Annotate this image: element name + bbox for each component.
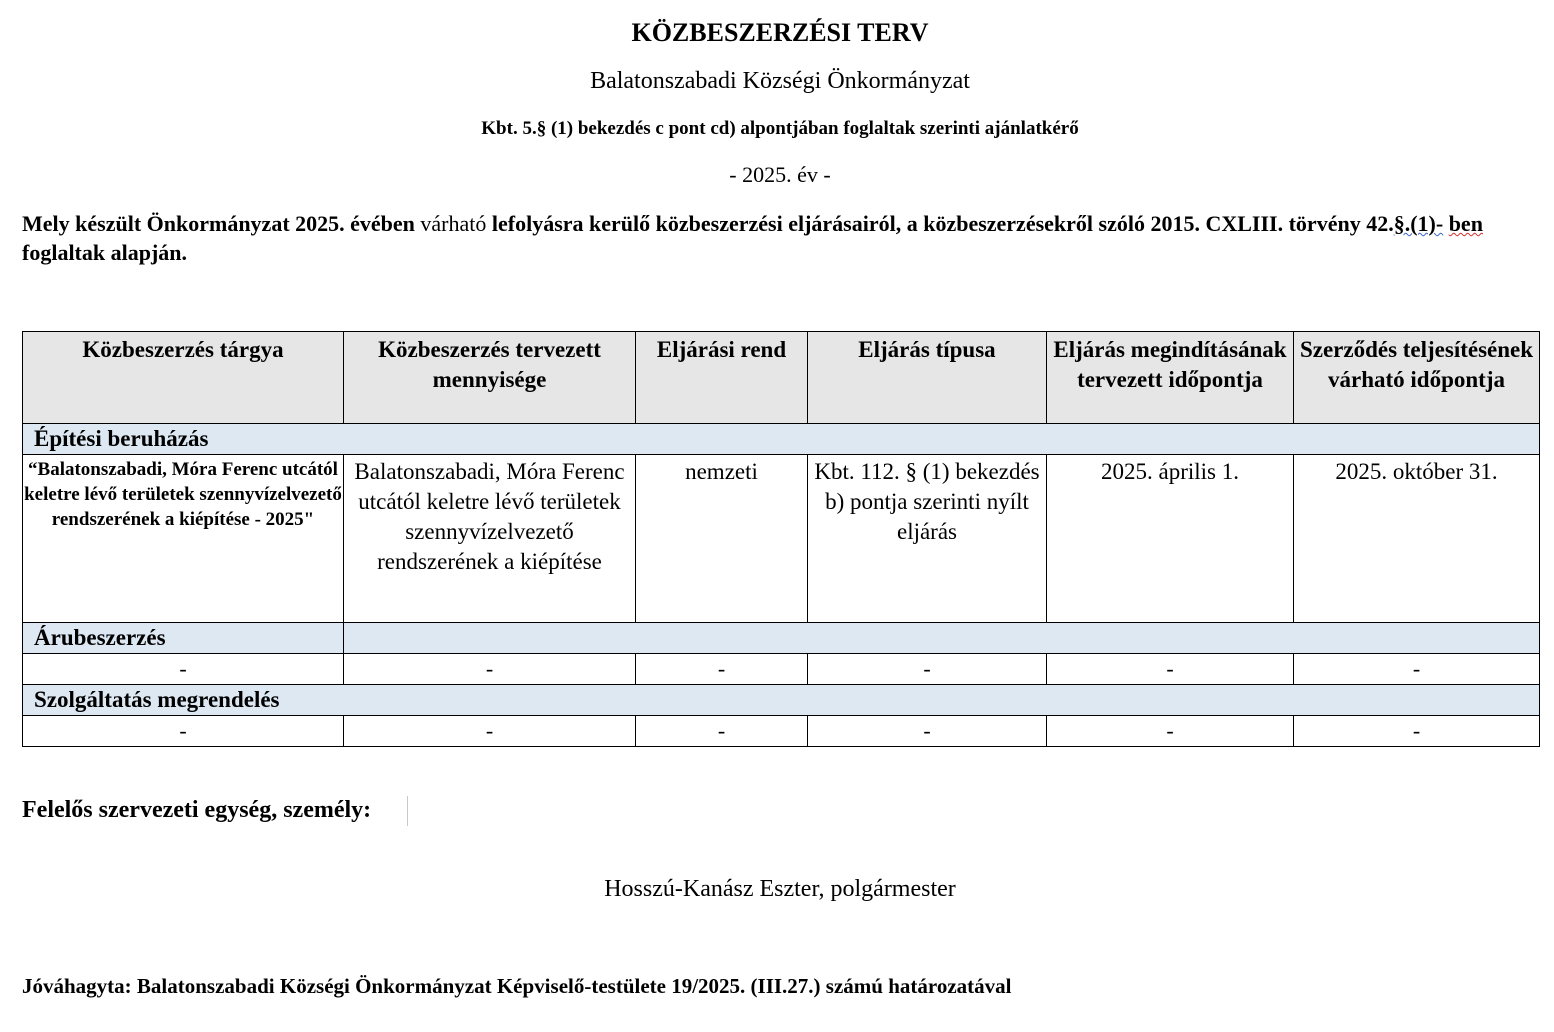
intro-text-6: ben: [1448, 211, 1483, 236]
cell-completion-date: 2025. október 31.: [1294, 455, 1540, 623]
signer-name: Hosszú-Kanász Eszter, polgármester: [604, 876, 956, 902]
cell-subject: -: [23, 716, 344, 747]
cell-quantity: -: [344, 716, 636, 747]
section-row-construction: [23, 424, 1540, 455]
cell-procedure-type: -: [808, 716, 1047, 747]
cell-procedure-regime: -: [636, 654, 808, 685]
section-label: Szolgáltatás megrendelés: [23, 685, 1540, 716]
cell-start-date: -: [1047, 654, 1294, 685]
table-row: [23, 654, 1540, 685]
cell-start-date: -: [1047, 716, 1294, 747]
intro-text-4: §.(1)-: [1393, 211, 1444, 236]
cell-quantity: Balatonszabadi, Móra Ferenc utcától keletre lévő területek szennyvízelvezető rendszerének a kiépítése: [344, 455, 636, 623]
cell-quantity: -: [344, 654, 636, 685]
column-header-subject: Közbeszerzés tárgya: [23, 332, 344, 424]
responsible-label: Felelős szervezeti egység, személy:: [22, 797, 372, 823]
cell-procedure-regime: nemzeti: [636, 455, 808, 623]
table-header-row: [23, 332, 1540, 424]
intro-text-1: Mely készült Önkormányzat 2025. évében: [22, 211, 415, 236]
table-row: [23, 455, 1540, 623]
kbt-reference: Kbt. 5.§ (1) bekezdés c pont cd) alpontjában foglaltak szerinti ajánlatkérő: [481, 118, 1079, 139]
table-row: [23, 716, 1540, 747]
section-label: Árubeszerzés: [23, 623, 344, 654]
column-header-procedure-type: Eljárás típusa: [808, 332, 1047, 424]
plan-year: - 2025. év -: [729, 162, 831, 187]
document-title: KÖZBESZERZÉSI TERV: [631, 18, 929, 47]
text-cursor: [407, 796, 408, 826]
organization-name: Balatonszabadi Községi Önkormányzat: [590, 68, 970, 94]
column-header-procedure-regime: Eljárási rend: [636, 332, 808, 424]
procurement-table: [22, 331, 1540, 747]
cell-subject: “Balatonszabadi, Móra Ferenc utcától keletre lévő területek szennyvízelvezető rendszerének a kiépítése - 2025": [23, 455, 344, 623]
cell-subject: -: [23, 654, 344, 685]
cell-procedure-regime: -: [636, 716, 808, 747]
approval-statement: Jóváhagyta: Balatonszabadi Községi Önkormányzat Képviselő-testülete 19/2025. (III.27.) számú határozatával: [22, 974, 1012, 998]
column-header-quantity: Közbeszerzés tervezett mennyisége: [344, 332, 636, 424]
column-header-completion-date: Szerződés teljesítésének várható időpontja: [1294, 332, 1540, 424]
intro-text-2: várható: [414, 211, 492, 236]
cell-procedure-type: Kbt. 112. § (1) bekezdés b) pontja szerinti nyílt eljárás: [808, 455, 1047, 623]
cell-completion-date: -: [1294, 654, 1540, 685]
section-spacer: [344, 623, 1540, 654]
column-header-start-date: Eljárás megindításának tervezett időpontja: [1047, 332, 1294, 424]
cell-procedure-type: -: [808, 654, 1047, 685]
cell-start-date: 2025. április 1.: [1047, 455, 1294, 623]
cell-completion-date: -: [1294, 716, 1540, 747]
intro-paragraph: [22, 209, 1537, 267]
section-label: Építési beruházás: [23, 424, 1540, 455]
section-row-goods: [23, 623, 1540, 654]
intro-text-3: lefolyásra kerülő közbeszerzési eljárásairól, a közbeszerzésekről szóló 2015. CXLIII. törvény 42.: [491, 211, 1394, 236]
section-row-services: [23, 685, 1540, 716]
intro-text-7: foglaltak alapján.: [22, 240, 188, 265]
